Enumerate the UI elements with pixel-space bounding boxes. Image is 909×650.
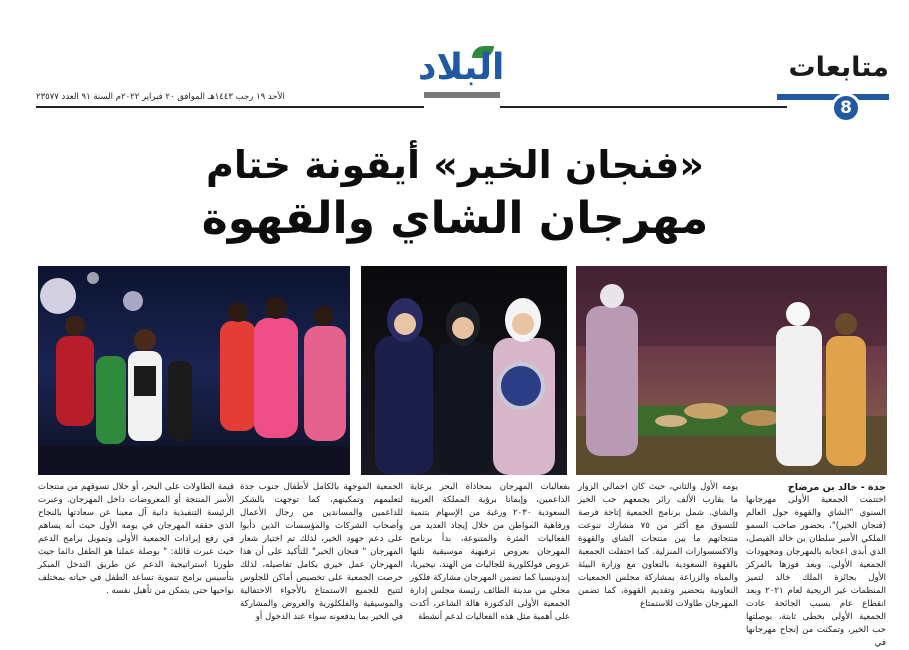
- logo-text: البلاد: [418, 47, 505, 88]
- festival-visitors-at-food-table-photo: [576, 266, 887, 475]
- children-performing-on-stage-photo: [38, 266, 350, 475]
- section-title: متابعات: [788, 52, 889, 83]
- masthead-rule-left: [36, 106, 424, 108]
- food-table-scene-illustration: [576, 266, 887, 475]
- article-column-1: [746, 481, 886, 650]
- headline-line-1: «فنجان الخير» أيقونة ختام: [206, 143, 704, 187]
- article-text-column-2: يومه الأول والثاني، حيث كان اجمالي الزوار ما يقارب الألف زائر يجمعهم حب الخير والشاي. شمل برنامج الجمعية إتاحة فرصة للتسوق مع أكثر من ٧٥ مشارك تنوعت منتجاتهم ما بين منتجات الشاي والقهوة والاكسسوارات المنزلية. كما احتفلت الجمعية بالقهوة السعودية بالتعاون مع وزارة البيئة والمياه والزراعة بمشاركة مجلس الجمعيات التعاونية بتحضير وتقديم القهوة، كما تضمن المهرجان طاولات للاستمتاع: [578, 482, 738, 609]
- award-scene-illustration: [361, 266, 567, 475]
- headline-line-2: مهرجان الشاي والقهوة: [201, 193, 709, 244]
- article-text-column-3: بفعاليات المهرجان بمحاذاة البحر برعاية الداعمين، وإيمانا برؤية المملكة العربية السعودية ٢٠٣٠ ورغبة من الإسهام بتنمية ورفاهية المواطن من خلال إيجاد العديد من الفعاليات المثرة والمتنوعة، بدأ برنامج المهرجان بعروض ترفيهية موسيقية تلتها عروض فولكلورية للجاليات من الهند، نيجيريا، إندونيسيا كما تضمن المهرجان مشاركة فلكور محلي من مدينة الطائف رئيسة مجلس إدارة الجمعية الأولى الدكتورة هالة الشاعر، أكدت على أهمية مثل هذه الفعاليات لدعم أنشطة: [410, 482, 570, 622]
- article-column-2: [578, 481, 738, 611]
- byline: جدة - خالد بن مرضاح: [787, 482, 886, 493]
- issue-date-line: الأحد ١٩ رجب ١٤٤٣هـ الموافق ٢٠ فبراير ٢٠٢٢م السنة ٩١ العدد ٢٣٥٧٧: [36, 92, 285, 102]
- article-text-column-5: قيمة الطاولات على البحر، أو خلال تسوقهم من منتجات الأسر المنتجة أو المعروضات داخل المهرجان. وعبرت الرئيسة التنفيذية دانية آل معينا عن سعادتها بالنجاح الذي حققه المهرجان في يومه الأول حيث أنه يساهم في رفع إيرادات الجمعية الأولى وتمويل برامج الدعم حيث عبرت قائلة: " بوصلة عملنا هو الطفل دائما حيث طورنا استراتيجية الدعم عن طريق التدخل المبكر بتأسيس برامج تنموية تساعد الطفل في حياته بمختلف نواحيها حتى يتمكن من تأهيل نفسه .: [38, 482, 234, 596]
- three-women-holding-award-photo: [361, 266, 567, 475]
- article-text-column-1: اختتمت الجمعية الأولى مهرجانها السنوي "الشاي والقهوة حول العالم (فنجان الخير)"، بحضور صاحب السمو الملكي الأمير سلطان بن خالد الفيصل، الذي أبدى اعجابه بالمهرجان ومجهودات الجمعية الأولى. وبعد فوزها بالمركز الأول بجائزة الملك خالد لتميز المنظمات غير الربحية لعام ٢٠٢١ وبعد انقطاع عام بسبب الجائحة عادت الجمعية الأولى بخطى ثابتة، بوصلتها حب الخير، وتمكنت من إنجاح مهرجانها في: [746, 495, 886, 648]
- article-text-column-4: الجمعية الموجهة بالكامل لأطفال جنوب جدة لتعليمهم وتمكينهم، كما توجهت بالشكر للداعمين والمساندين من رجال الأعمال وأصحاب الشركات والمؤسسات الذين دأبوا على دعم جهود الخير، لذلك تم اختيار شعار المهرجان " فنجان الخير" للتأكيد على أن هذا المهرجان عمل خيري بكامل تفاصيله، لذلك حرصت الجمعية على تخصيص أماكن للجلوس لتتيح للجميع الاستمتاع بالأجواء الاحتفالية والموسيقية والفلكلورية والعروض والمشاركة في الخير بما يدفعونه سواء عند الدخول أو: [240, 482, 403, 622]
- newspaper-logo: [418, 44, 504, 102]
- page-number-badge: 8: [831, 93, 861, 123]
- article-column-4: [240, 481, 403, 624]
- article-column-5: [38, 481, 234, 598]
- logo-underline: [424, 92, 500, 98]
- article-column-3: [410, 481, 570, 624]
- masthead-rule-right: [500, 106, 787, 108]
- stage-scene-illustration: [38, 266, 350, 475]
